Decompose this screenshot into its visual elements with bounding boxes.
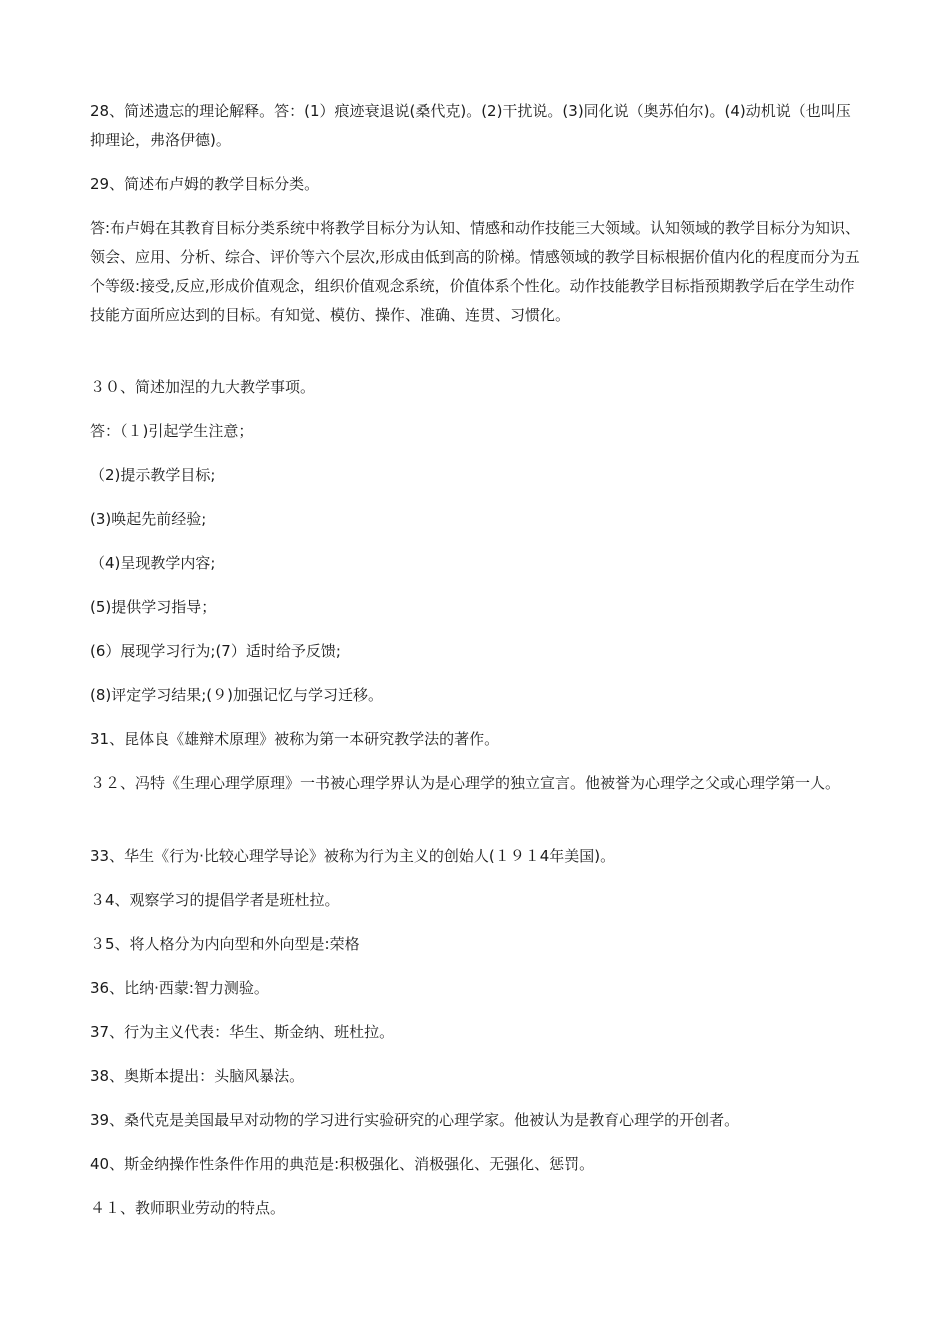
paragraph-30-answer-5: (5)提供学习指导；	[90, 598, 217, 616]
paragraph-41: ４１、教师职业劳动的特点。	[90, 1199, 286, 1217]
paragraph-34: ３4、观察学习的提倡学者是班杜拉。	[90, 891, 340, 909]
paragraph-30-answer-8-9: (8)评定学习结果;(９)加强记忆与学习迁移。	[90, 686, 384, 704]
paragraph-28: 28、简述遗忘的理论解释。答：(1）痕迹衰退说(桑代克)。(2)干扰说。(3)同化说（奥苏伯尔)。(4)动机说（也叫压抑理论，弗洛伊德)。	[90, 102, 851, 149]
paragraph-35: ３5、将人格分为内向型和外向型是:荣格	[90, 935, 360, 953]
paragraph-32: ３２、冯特《生理心理学原理》一书被心理学界认为是心理学的独立宣言。他被誉为心理学之父或心理学第一人。	[90, 774, 841, 792]
paragraph-33: 33、华生《行为·比较心理学导论》被称为行为主义的创始人(１９１4年美国)。	[90, 847, 616, 865]
paragraph-38: 38、奥斯本提出：头脑风暴法。	[90, 1067, 305, 1085]
paragraph-30-answer-2: （2)提示教学目标;	[90, 466, 216, 484]
paragraph-29-title: 29、简述布卢姆的教学目标分类。	[90, 175, 320, 193]
paragraph-30-answer-6-7: (6）展现学习行为;(7）适时给予反馈;	[90, 642, 341, 660]
paragraph-31: 31、昆体良《雄辩术原理》被称为第一本研究教学法的著作。	[90, 730, 500, 748]
paragraph-30-answer-3: (3)唤起先前经验;	[90, 510, 207, 528]
paragraph-39: 39、桑代克是美国最早对动物的学习进行实验研究的心理学家。他被认为是教育心理学的开创者。	[90, 1111, 740, 1129]
paragraph-36: 36、比纳·西蒙:智力测验。	[90, 979, 269, 997]
paragraph-29-answer: 答:布卢姆在其教育目标分类系统中将教学目标分为认知、情感和动作技能三大领域。认知领域的教学目标分为知识、领会、应用、分析、综合、评价等六个层次,形成由低到高的阶梯。情感领域的教学目标根据价值内化的程度而分为五个等级:接受,反应,形成价值观念，组织价值观念系统，价值体系个性化。动作技能教学目标指预期教学后在学生动作技能方面所应达到的目标。有知觉、模仿、操作、准确、连贯、习惯化。	[90, 219, 861, 324]
paragraph-30-title: ３０、简述加涅的九大教学事项。	[90, 378, 316, 396]
paragraph-30-answer-1: 答：（１)引起学生注意；	[90, 422, 254, 440]
paragraph-37: 37、行为主义代表：华生、斯金纳、班杜拉。	[90, 1023, 395, 1041]
paragraph-30-answer-4: （4)呈现教学内容;	[90, 554, 216, 572]
paragraph-40: 40、斯金纳操作性条件作用的典范是:积极强化、消极强化、无强化、惩罚。	[90, 1155, 595, 1173]
